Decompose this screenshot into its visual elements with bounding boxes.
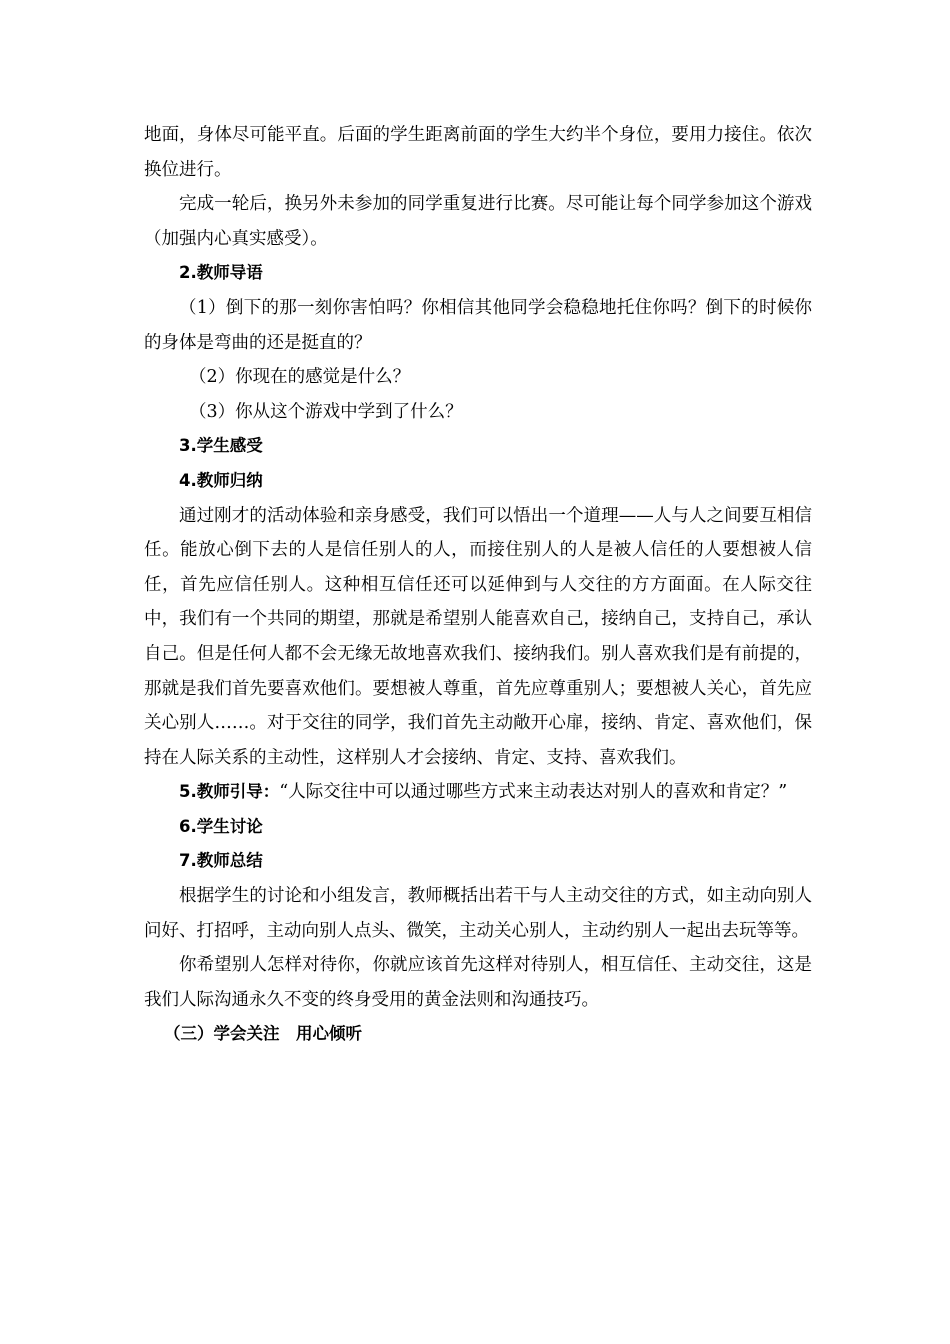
heading-teacher-summary: 4.教师归纳 [179,470,263,490]
teacher-guidance [144,775,812,810]
question-2: （2）你现在的感觉是什么？ [189,367,411,388]
heading-teacher-guidance: 5.教师引导： [179,782,280,802]
question-1: （1）倒下的那一刻你害怕吗？你相信其他同学会稳稳地托住你吗？倒下的时候你的身体是弯曲的还是挺直的？ [144,297,812,353]
heading-student-discussion: 6.学生讨论 [179,816,263,836]
question-3: （3）你从这个游戏中学到了什么？ [189,401,463,422]
document-page [144,118,812,1052]
heading-teacher-intro: 2.教师导语 [179,263,263,283]
paragraph: 地面，身体尽可能平直。后面的学生距离前面的学生大约半个身位，要用力接住。依次换位进行。 [144,125,812,180]
paragraph: 根据学生的讨论和小组发言，教师概括出若干与人主动交往的方式，如主动向别人问好、打招呼，主动向别人点头、微笑，主动关心别人，主动约别人一起出去玩等等。 [144,886,812,941]
paragraph: 你希望别人怎样对待你，你就应该首先这样对待别人，相互信任、主动交往，这是我们人际沟通永久不变的终身受用的黄金法则和沟通技巧。 [144,955,812,1010]
paragraph: 完成一轮后，换另外未参加的同学重复进行比赛。尽可能让每个同学参加这个游戏（加强内心真实感受）。 [144,194,812,249]
paragraph: 通过刚才的活动体验和亲身感受，我们可以悟出一个道理——人与人之间要互相信任。能放心倒下去的人是信任别人的人，而接住别人的人是被人信任的人要想被人信任，首先应信任别人。这种相互信任还可以延伸到与人交往的方方面面。在人际交往中，我们有一个共同的期望，那就是希望别人能喜欢自己，接纳自己，支持自己，承认自己。但是任何人都不会无缘无故地喜欢我们、接纳我们。别人喜欢我们是有前提的，那就是我们首先要喜欢他们。要想被人尊重，首先应尊重别人；要想被人关心，首先应关心别人……。对于交往的同学，我们首先主动敞开心扉，接纳、肯定、喜欢他们，保持在人际关系的主动性，这样别人才会接纳、肯定、支持、喜欢我们。 [144,505,812,768]
heading-student-feelings: 3.学生感受 [179,436,263,456]
section-heading: （三）学会关注 用心倾听 [164,1024,362,1044]
guidance-question: “人际交往中可以通过哪些方式来主动表达对别人的喜欢和肯定？” [279,782,788,803]
heading-teacher-conclusion: 7.教师总结 [179,851,263,871]
